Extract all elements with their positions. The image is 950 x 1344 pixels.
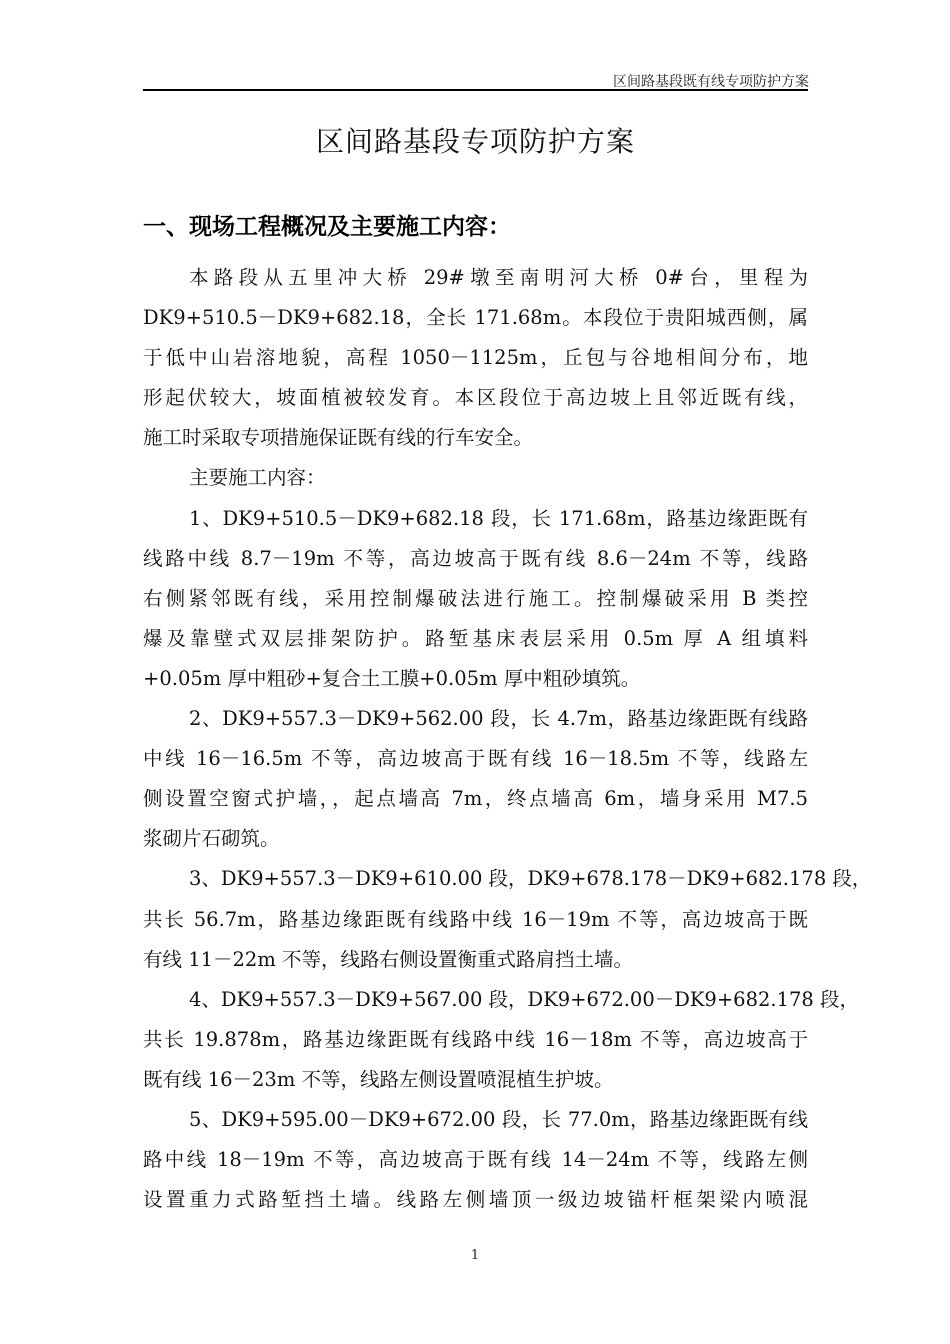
page-number: 1	[470, 1248, 480, 1263]
body-line: 3、DK9+557.3－DK9+610.00 段，DK9+678.178－DK9+682.178 段，	[189, 867, 872, 891]
body-line: 有线 11－22m 不等，线路右侧设置衡重式路肩挡土墙。	[143, 947, 634, 971]
section-heading: 一、现场工程概况及主要施工内容：	[143, 214, 511, 240]
body-line: 浆砌片石砌筑。	[143, 827, 280, 851]
document-title: 区间路基段专项防护方案	[315, 125, 635, 158]
header-divider	[143, 89, 808, 91]
body-line: 1、DK9+510.5－DK9+682.18 段，长 171.68m，路基边缘距既有	[189, 506, 808, 530]
body-line: 路中线 18－19m 不等，高边坡高于既有线 14－24m 不等，线路左侧	[143, 1148, 808, 1172]
body-line: 于低中山岩溶地貌，高程 1050－1125m，丘包与谷地相间分布，地	[143, 346, 808, 370]
body-line: 形起伏较大，坡面植被较发育。本区段位于高边坡上且邻近既有线，	[143, 386, 808, 410]
body-line: 共长 19.878m，路基边缘距既有线路中线 16－18m 不等，高边坡高于	[143, 1027, 808, 1051]
body-line: 共长 56.7m，路基边缘距既有线路中线 16－19m 不等，高边坡高于既	[143, 907, 808, 931]
body-text	[143, 258, 872, 1220]
body-line: 本路段从五里冲大桥 29#墩至南明河大桥 0#台，里程为	[189, 266, 808, 289]
body-line: 2、DK9+557.3－DK9+562.00 段，长 4.7m，路基边缘距既有线路	[189, 707, 808, 731]
body-line: 线路中线 8.7－19m 不等，高边坡高于既有线 8.6－24m 不等，线路	[143, 546, 808, 570]
body-line: 既有线 16－23m 不等，线路左侧设置喷混植生护坡。	[143, 1067, 614, 1091]
body-line: 4、DK9+557.3－DK9+567.00 段，DK9+672.00－DK9+682.178 段，	[189, 987, 860, 1011]
body-line: 主要施工内容：	[189, 466, 326, 490]
body-line: 侧设置空窗式护墙，，起点墙高 7m，终点墙高 6m，墙身采用 M7.5	[143, 787, 808, 811]
body-line: +0.05m 厚中粗砂+复合土工膜+0.05m 厚中粗砂填筑。	[143, 666, 641, 690]
running-header: 区间路基段既有线专项防护方案	[613, 74, 809, 90]
body-line: 中线 16－16.5m 不等，高边坡高于既有线 16－18.5m 不等，线路左	[143, 747, 808, 771]
body-line: 设置重力式路堑挡土墙。线路左侧墙顶一级边坡锚杆框架梁内喷混	[143, 1188, 808, 1212]
body-line: 爆及靠壁式双层排架防护。路堑基床表层采用 0.5m 厚 A 组填料	[143, 626, 808, 650]
body-line: 5、DK9+595.00－DK9+672.00 段，长 77.0m，路基边缘距既有线	[189, 1107, 808, 1131]
body-line: 右侧紧邻既有线，采用控制爆破法进行施工。控制爆破采用 B 类控	[143, 586, 808, 610]
body-line: DK9+510.5－DK9+682.18，全长 171.68m。本段位于贵阳城西侧，属	[143, 306, 808, 330]
body-line: 施工时采取专项措施保证既有线的行车安全。	[143, 426, 534, 450]
